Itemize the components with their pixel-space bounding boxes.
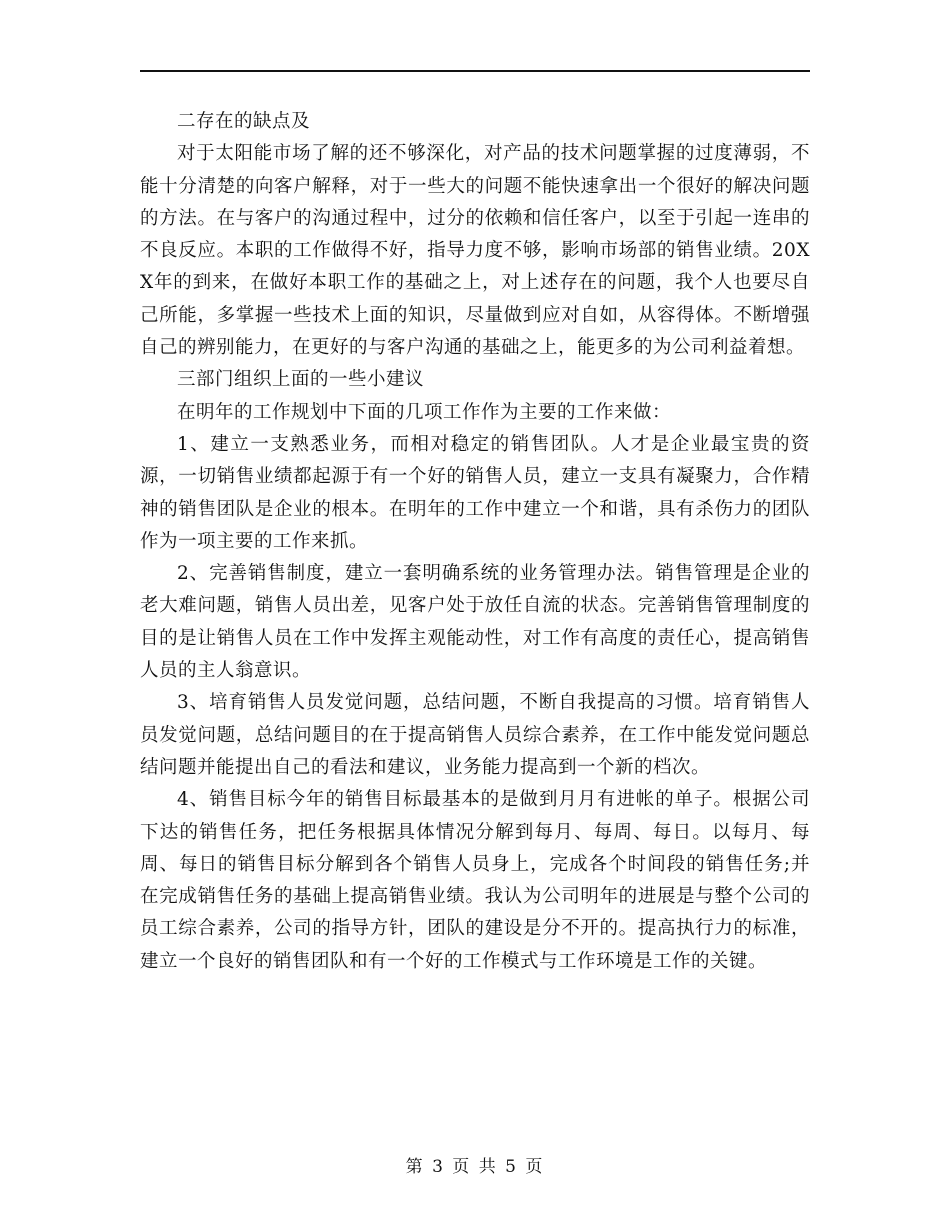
section-heading-2: 二存在的缺点及 xyxy=(177,111,311,132)
paragraph-item-3: 3、培育销售人员发觉问题，总结问题，不断自我提高的习惯。培育销售人员发觉问题，总结问题目的在于提高销售人员综合素养，在工作中能发觉问题总结问题并能提出自己的看法和建议，业务能力提高到一个新的档次。 xyxy=(140,692,810,778)
paragraph-item-1: 1、建立一支熟悉业务，而相对稳定的销售团队。人才是企业最宝贵的资源，一切销售业绩都起源于有一个好的销售人员，建立一支具有凝聚力，合作精神的销售团队是企业的根本。在明年的工作中建立一个和谐，具有杀伤力的团队作为一项主要的工作来抓。 xyxy=(140,433,810,552)
page-number-footer: 第 3 页 共 5 页 xyxy=(405,1157,545,1177)
paragraph-item-4: 4、销售目标今年的销售目标最基本的是做到月月有进帐的单子。根据公司下达的销售任务，把任务根据具体情况分解到每月、每周、每日。以每月、每周、每日的销售目标分解到各个销售人员身上，完成各个时间段的销售任务;并在完成销售任务的基础上提高销售业绩。我认为公司明年的进展是与整个公司的员工综合素养，公司的指导方针，团队的建设是分不开的。提高执行力的标准，建立一个良好的销售团队和有一个好的工作模式与工作环境是工作的关键。 xyxy=(140,789,810,972)
header-rule xyxy=(140,70,810,72)
document-body xyxy=(140,106,810,978)
paragraph-shortcomings: 对于太阳能市场了解的还不够深化，对产品的技术问题掌握的过度薄弱，不能十分清楚的向客户解释，对于一些大的问题不能快速拿出一个很好的解决问题的方法。在与客户的沟通过程中，过分的依赖和信任客户，以至于引起一连串的不良反应。本职的工作做得不好，指导力度不够，影响市场部的销售业绩。20XX年的到来，在做好本职工作的基础之上，对上述存在的问题，我个人也要尽自己所能，多掌握一些技术上面的知识，尽量做到应对自如，从容得体。不断增强自己的辨别能力，在更好的与客户沟通的基础之上，能更多的为公司利益着想。 xyxy=(140,143,810,359)
section-heading-3: 三部门组织上面的一些小建议 xyxy=(177,369,425,391)
paragraph-plan-intro: 在明年的工作规划中下面的几项工作作为主要的工作来做： xyxy=(177,401,672,423)
paragraph-item-2: 2、完善销售制度，建立一套明确系统的业务管理办法。销售管理是企业的老大难问题，销售人员出差，见客户处于放任自流的状态。完善销售管理制度的目的是让销售人员在工作中发挥主观能动性，对工作有高度的责任心，提高销售人员的主人翁意识。 xyxy=(140,563,810,682)
